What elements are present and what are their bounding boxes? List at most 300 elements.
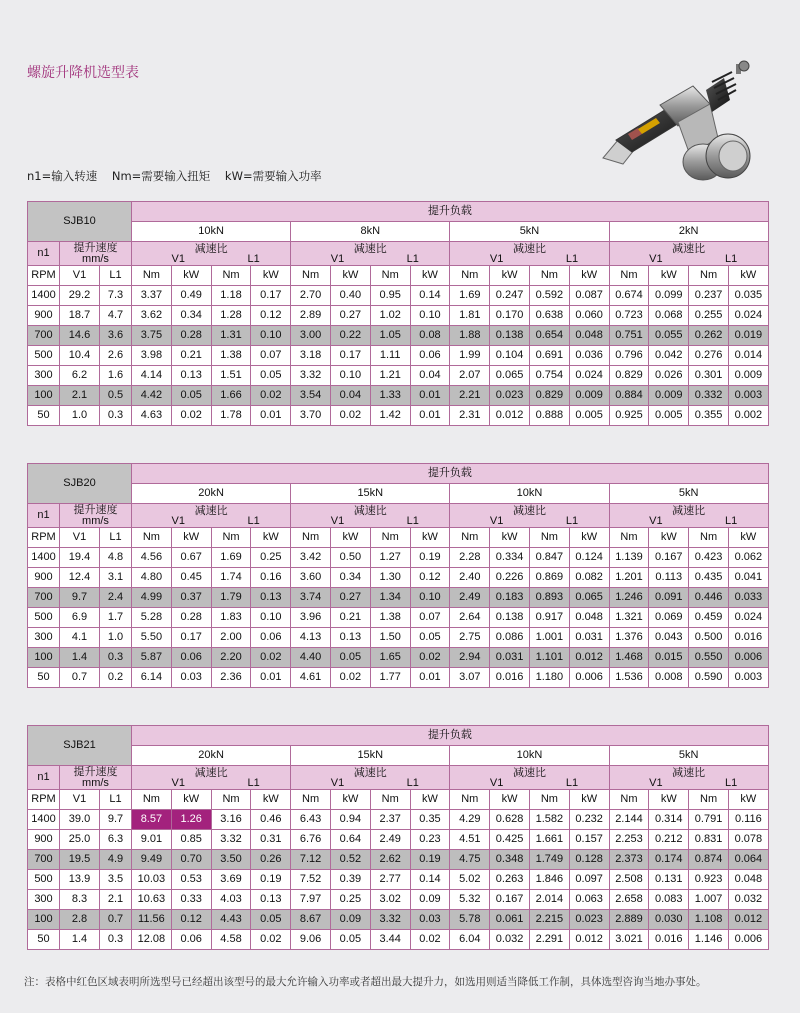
table-cell: 0.032	[728, 890, 768, 910]
ratio-label: 减速比	[512, 504, 546, 517]
table-cell: 0.70	[171, 850, 211, 870]
ratio-v1: V1	[649, 514, 663, 527]
spec-table-sjb10	[27, 201, 769, 426]
table-row	[28, 568, 769, 588]
table-cell: 3.18	[291, 346, 331, 366]
screw-jack-product-image	[598, 60, 768, 195]
ratio-l1: L1	[406, 514, 419, 527]
table-cell: 0.061	[490, 910, 530, 930]
table-cell: 0.07	[410, 608, 450, 628]
table-cell: 1.42	[370, 406, 410, 426]
kw-label: kW	[330, 266, 370, 286]
table-cell: 0.263	[490, 870, 530, 890]
table-cell: 4.9	[100, 850, 132, 870]
nm-label: Nm	[132, 790, 172, 810]
table-cell: 0.12	[171, 910, 211, 930]
table-cell: 0.829	[529, 386, 569, 406]
rpm-label: RPM	[28, 528, 60, 548]
table-cell: 2.215	[529, 910, 569, 930]
table-cell: 0.04	[330, 386, 370, 406]
table-cell: 4.40	[291, 648, 331, 668]
table-cell: 1.99	[450, 346, 490, 366]
ratio-header	[291, 242, 450, 266]
table-cell: 0.06	[171, 930, 211, 950]
table-cell: 0.082	[569, 568, 609, 588]
table-cell: 1.79	[211, 588, 251, 608]
table-cell: 0.255	[689, 306, 729, 326]
n1-label: n1	[28, 766, 60, 790]
table-cell: 0.087	[569, 286, 609, 306]
table-cell: 0.116	[728, 810, 768, 830]
table-cell: 0.19	[410, 548, 450, 568]
l1-label: L1	[100, 790, 132, 810]
table-cell: 0.048	[569, 608, 609, 628]
table-cell: 0.005	[569, 406, 609, 426]
table-cell: 0.654	[529, 326, 569, 346]
table-cell: 0.138	[490, 326, 530, 346]
table-cell: 0.024	[728, 608, 768, 628]
table-row	[28, 386, 769, 406]
table-cell: 4.61	[291, 668, 331, 688]
table-cell: 6.76	[291, 830, 331, 850]
table-cell: 0.301	[689, 366, 729, 386]
table-cell: 1.81	[450, 306, 490, 326]
table-cell: 500	[28, 608, 60, 628]
ratio-l1: L1	[406, 252, 419, 265]
table-cell: 0.131	[649, 870, 689, 890]
table-cell: 0.314	[649, 810, 689, 830]
table-row	[28, 548, 769, 568]
table-cell: 0.016	[490, 668, 530, 688]
table-cell: 1.88	[450, 326, 490, 346]
table-cell: 1.30	[370, 568, 410, 588]
table-cell: 0.016	[649, 930, 689, 950]
table-cell: 0.019	[728, 326, 768, 346]
table-cell: 0.024	[728, 306, 768, 326]
table-cell: 0.006	[728, 930, 768, 950]
table-cell: 300	[28, 890, 60, 910]
table-cell: 1.31	[211, 326, 251, 346]
table-cell: 0.5	[100, 386, 132, 406]
table-cell: 6.3	[100, 830, 132, 850]
speed-unit: mm/s	[82, 252, 109, 265]
table-cell: 0.19	[410, 850, 450, 870]
ratio-header	[609, 242, 768, 266]
load-value: 8kN	[291, 222, 450, 242]
table-cell: 2.21	[450, 386, 490, 406]
table-cell: 4.99	[132, 588, 172, 608]
kw-label: kW	[251, 266, 291, 286]
table-cell: 0.923	[689, 870, 729, 890]
table-cell: 1.02	[370, 306, 410, 326]
load-value: 15kN	[291, 484, 450, 504]
table-cell: 0.009	[728, 366, 768, 386]
table-cell: 0.06	[251, 628, 291, 648]
table-row	[28, 366, 769, 386]
table-cell: 3.44	[370, 930, 410, 950]
table-cell: 0.06	[171, 648, 211, 668]
table-cell: 0.355	[689, 406, 729, 426]
table-cell: 1.65	[370, 648, 410, 668]
table-cell: 10.63	[132, 890, 172, 910]
kw-label: kW	[728, 790, 768, 810]
table-cell: 0.104	[490, 346, 530, 366]
table-cell: 0.009	[649, 386, 689, 406]
table-cell: 4.63	[132, 406, 172, 426]
load-value: 5kN	[450, 222, 609, 242]
table-cell: 100	[28, 648, 60, 668]
speed-header	[60, 242, 132, 266]
table-cell: 2.373	[609, 850, 649, 870]
table-row	[28, 286, 769, 306]
ratio-header	[132, 766, 291, 790]
speed-header	[60, 766, 132, 790]
table-cell: 1.007	[689, 890, 729, 910]
table-cell: 1.582	[529, 810, 569, 830]
table-cell: 1.51	[211, 366, 251, 386]
speed-unit: mm/s	[82, 514, 109, 527]
table-cell: 0.33	[171, 890, 211, 910]
table-cell: 0.28	[171, 608, 211, 628]
table-cell: 700	[28, 326, 60, 346]
table-cell: 0.07	[251, 346, 291, 366]
table-cell: 11.56	[132, 910, 172, 930]
table-cell: 4.43	[211, 910, 251, 930]
ratio-label: 减速比	[353, 242, 387, 255]
table-cell: 0.500	[689, 628, 729, 648]
table-cell: 2.31	[450, 406, 490, 426]
rpm-label: RPM	[28, 790, 60, 810]
table-cell: 1.18	[211, 286, 251, 306]
table-cell: 0.212	[649, 830, 689, 850]
table-cell: 2.49	[450, 588, 490, 608]
table-cell: 19.4	[60, 548, 100, 568]
kw-label: kW	[251, 790, 291, 810]
table-cell: 1.83	[211, 608, 251, 628]
table-cell: 0.21	[330, 608, 370, 628]
table-cell: 10.03	[132, 870, 172, 890]
table-cell: 5.28	[132, 608, 172, 628]
ratio-v1: V1	[330, 252, 345, 265]
table-row	[28, 870, 769, 890]
table-cell: 2.144	[609, 810, 649, 830]
table-cell: 0.226	[490, 568, 530, 588]
table-cell: 1.846	[529, 870, 569, 890]
table-cell: 0.006	[728, 648, 768, 668]
table-cell: 0.791	[689, 810, 729, 830]
ratio-label: 减速比	[194, 504, 228, 517]
nm-label: Nm	[450, 528, 490, 548]
table-cell: 0.02	[330, 406, 370, 426]
nm-label: Nm	[529, 528, 569, 548]
table-cell: 0.332	[689, 386, 729, 406]
table-cell: 1.66	[211, 386, 251, 406]
table-cell: 2.00	[211, 628, 251, 648]
table-cell: 0.446	[689, 588, 729, 608]
table-cell: 3.96	[291, 608, 331, 628]
table-cell: 900	[28, 830, 60, 850]
nm-label: Nm	[450, 790, 490, 810]
table-cell: 0.023	[490, 386, 530, 406]
table-cell: 1.38	[370, 608, 410, 628]
table-cell: 1.27	[370, 548, 410, 568]
table-cell: 2.62	[370, 850, 410, 870]
ratio-l1: L1	[565, 514, 579, 527]
table-cell: 0.048	[728, 870, 768, 890]
ratio-v1: V1	[330, 514, 345, 527]
table-cell: 0.01	[410, 386, 450, 406]
ratio-box	[291, 505, 449, 527]
table-cell: 3.60	[291, 568, 331, 588]
table-cell: 0.12	[251, 306, 291, 326]
table-cell: 0.21	[171, 346, 211, 366]
table-cell: 0.334	[490, 548, 530, 568]
table-cell: 2.49	[370, 830, 410, 850]
table-cell: 0.012	[728, 910, 768, 930]
ratio-label: 减速比	[672, 504, 706, 517]
load-value: 2kN	[609, 222, 768, 242]
table-cell: 1.74	[211, 568, 251, 588]
table-cell: 0.13	[251, 890, 291, 910]
table-cell: 0.425	[490, 830, 530, 850]
table-cell: 4.7	[100, 306, 132, 326]
table-cell: 0.031	[569, 628, 609, 648]
nm-label: Nm	[291, 528, 331, 548]
table-cell: 14.6	[60, 326, 100, 346]
table-cell: 0.033	[728, 588, 768, 608]
table-cell: 1400	[28, 286, 60, 306]
table-cell: 3.1	[100, 568, 132, 588]
ratio-l1: L1	[565, 252, 579, 265]
table-row	[28, 608, 769, 628]
table-cell: 0.003	[728, 386, 768, 406]
load-value: 10kN	[132, 222, 291, 242]
table-cell: 4.29	[450, 810, 490, 830]
table-row	[28, 930, 769, 950]
table-cell: 0.014	[728, 346, 768, 366]
table-cell: 0.232	[569, 810, 609, 830]
table-cell: 1.0	[60, 406, 100, 426]
table-cell: 1.28	[211, 306, 251, 326]
table-cell: 2.014	[529, 890, 569, 910]
ratio-header	[609, 766, 768, 790]
table-cell: 0.7	[60, 668, 100, 688]
table-cell: 1.4	[60, 648, 100, 668]
table-cell: 3.00	[291, 326, 331, 346]
load-header: 提升负载	[132, 726, 769, 746]
table-cell: 1.201	[609, 568, 649, 588]
table-cell: 2.253	[609, 830, 649, 850]
table-cell: 0.170	[490, 306, 530, 326]
table-cell: 2.20	[211, 648, 251, 668]
table-cell: 0.14	[410, 286, 450, 306]
table-cell: 0.50	[330, 548, 370, 568]
table-cell: 0.01	[410, 406, 450, 426]
table-cell: 0.3	[100, 648, 132, 668]
table-cell: 0.628	[490, 810, 530, 830]
table-cell: 0.002	[728, 406, 768, 426]
table-row	[28, 406, 769, 426]
ratio-v1: V1	[649, 252, 663, 265]
ratio-l1: L1	[725, 776, 738, 789]
table-cell: 0.67	[171, 548, 211, 568]
ratio-header	[132, 242, 291, 266]
table-cell: 0.041	[728, 568, 768, 588]
table-cell: 1.7	[100, 608, 132, 628]
table-cell: 1400	[28, 548, 60, 568]
ratio-v1: V1	[489, 252, 504, 265]
ratio-l1: L1	[725, 252, 738, 265]
table-cell: 1400	[28, 810, 60, 830]
table-cell: 0.27	[330, 588, 370, 608]
table-cell: 0.28	[171, 326, 211, 346]
table-cell: 2.40	[450, 568, 490, 588]
table-cell: 0.02	[251, 930, 291, 950]
model-name: SJB10	[28, 202, 132, 242]
table-cell: 0.02	[410, 648, 450, 668]
table-cell: 0.167	[649, 548, 689, 568]
table-cell: 2.1	[60, 386, 100, 406]
l1-label: L1	[100, 266, 132, 286]
table-cell: 1.139	[609, 548, 649, 568]
kw-label: kW	[728, 266, 768, 286]
nm-label: Nm	[689, 266, 729, 286]
spec-table-sjb21	[27, 725, 769, 950]
table-cell: 1.180	[529, 668, 569, 688]
table-cell: 4.42	[132, 386, 172, 406]
kw-label: kW	[330, 528, 370, 548]
speed-label: 提升速度	[73, 765, 118, 778]
table-cell: 0.459	[689, 608, 729, 628]
table-cell: 2.37	[370, 810, 410, 830]
table-cell: 0.06	[410, 346, 450, 366]
table-cell: 4.14	[132, 366, 172, 386]
table-cell: 0.036	[569, 346, 609, 366]
table-cell: 0.069	[649, 608, 689, 628]
ratio-box	[132, 505, 290, 527]
table-cell: 3.32	[370, 910, 410, 930]
table-cell: 39.0	[60, 810, 100, 830]
table-cell: 0.030	[649, 910, 689, 930]
nm-label: Nm	[370, 528, 410, 548]
nm-label: Nm	[291, 790, 331, 810]
table-cell: 0.25	[330, 890, 370, 910]
table-cell: 300	[28, 366, 60, 386]
load-value: 15kN	[291, 746, 450, 766]
table-cell: 0.138	[490, 608, 530, 628]
footnote: 注：表格中红色区域表明所选型号已经超出该型号的最大允许输入功率或者超出最大提升力，如选用则适当降低工作制，具体选型咨询当地办事处。	[24, 976, 707, 988]
table-cell: 1.001	[529, 628, 569, 648]
table-cell: 1.50	[370, 628, 410, 648]
table-cell: 2.291	[529, 930, 569, 950]
table-cell: 4.03	[211, 890, 251, 910]
nm-label: Nm	[370, 790, 410, 810]
table-cell: 0.03	[171, 668, 211, 688]
ratio-label: 减速比	[512, 766, 546, 779]
ratio-l1: L1	[725, 514, 738, 527]
table-cell: 0.060	[569, 306, 609, 326]
table-cell: 0.031	[490, 648, 530, 668]
table-cell: 500	[28, 870, 60, 890]
table-cell: 0.043	[649, 628, 689, 648]
table-cell: 0.723	[609, 306, 649, 326]
table-cell: 2.658	[609, 890, 649, 910]
table-cell: 12.08	[132, 930, 172, 950]
ratio-label: 减速比	[353, 504, 387, 517]
table-cell: 3.16	[211, 810, 251, 830]
table-cell: 0.063	[569, 890, 609, 910]
nm-label: Nm	[689, 790, 729, 810]
table-cell: 0.083	[649, 890, 689, 910]
nm-label: Nm	[450, 266, 490, 286]
load-value: 10kN	[450, 484, 609, 504]
table-cell: 9.01	[132, 830, 172, 850]
table-cell: 2.889	[609, 910, 649, 930]
table-cell: 3.69	[211, 870, 251, 890]
table-cell: 1.6	[100, 366, 132, 386]
table-cell: 2.4	[100, 588, 132, 608]
ratio-v1: V1	[171, 252, 186, 265]
table-cell: 0.35	[410, 810, 450, 830]
table-cell: 0.14	[410, 870, 450, 890]
table-cell: 0.53	[171, 870, 211, 890]
ratio-label: 减速比	[672, 766, 706, 779]
kw-label: kW	[171, 790, 211, 810]
table-cell: 0.157	[569, 830, 609, 850]
kw-label: kW	[649, 528, 689, 548]
l1-label: L1	[100, 528, 132, 548]
table-cell: 4.56	[132, 548, 172, 568]
table-cell: 0.3	[100, 930, 132, 950]
table-cell: 0.435	[689, 568, 729, 588]
kw-label: kW	[490, 790, 530, 810]
table-cell: 0.02	[171, 406, 211, 426]
table-row	[28, 850, 769, 870]
table-cell: 9.06	[291, 930, 331, 950]
table-cell: 0.003	[728, 668, 768, 688]
table-cell: 300	[28, 628, 60, 648]
table-cell: 0.19	[251, 870, 291, 890]
table-cell: 0.062	[728, 548, 768, 568]
table-cell: 1.21	[370, 366, 410, 386]
table-cell: 1.05	[370, 326, 410, 346]
load-value: 20kN	[132, 746, 291, 766]
table-cell: 1.146	[689, 930, 729, 950]
table-cell: 4.1	[60, 628, 100, 648]
table-cell: 3.07	[450, 668, 490, 688]
kw-label: kW	[728, 528, 768, 548]
table-cell: 0.016	[728, 628, 768, 648]
table-cell: 0.751	[609, 326, 649, 346]
table-cell: 4.51	[450, 830, 490, 850]
table-cell: 0.590	[689, 668, 729, 688]
table-cell: 0.023	[569, 910, 609, 930]
table-cell: 10.4	[60, 346, 100, 366]
table-cell: 0.52	[330, 850, 370, 870]
table-cell: 0.888	[529, 406, 569, 426]
table-cell: 0.247	[490, 286, 530, 306]
table-row	[28, 830, 769, 850]
table-cell: 0.94	[330, 810, 370, 830]
nm-label: Nm	[609, 528, 649, 548]
speed-header	[60, 504, 132, 528]
table-cell: 0.85	[171, 830, 211, 850]
table-cell: 0.065	[490, 366, 530, 386]
ratio-label: 减速比	[194, 766, 228, 779]
table-cell: 3.74	[291, 588, 331, 608]
table-row	[28, 346, 769, 366]
v1-label: V1	[60, 528, 100, 548]
